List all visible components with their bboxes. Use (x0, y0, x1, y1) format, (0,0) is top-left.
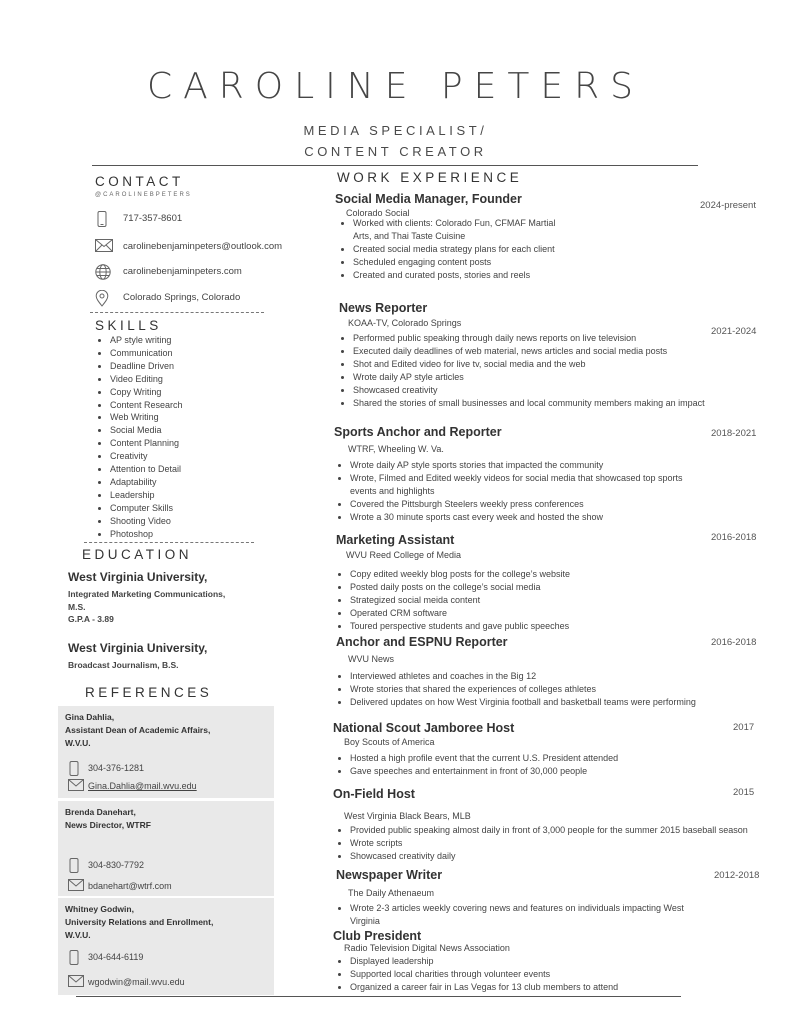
reference-position: Assistant Dean of Academic Affairs, (65, 725, 211, 735)
footer-divider (76, 996, 681, 997)
job-bullet: • Displayed leadership (350, 955, 710, 968)
job-org: Boy Scouts of America (344, 737, 435, 747)
job-bullet: • Covered the Pittsburgh Steelers weekly press conferences (350, 498, 710, 511)
reference-phone-row (68, 858, 144, 872)
skill-item: • AP style writing (110, 334, 183, 347)
job-title: National Scout Jamboree Host (333, 721, 515, 735)
job-bullets (335, 902, 715, 928)
job-bullet: • Wrote a 30 minute sports cast every week and hosted the show (350, 511, 710, 524)
education-degree: Integrated Marketing Communications, (68, 589, 226, 599)
job-date: 2012-2018 (714, 870, 760, 881)
reference-email[interactable]: Gina.Dahlia@mail.wvu.edu (88, 781, 197, 791)
contact-website[interactable]: carolinebenjaminpeters.com (123, 265, 242, 277)
reference-phone-row (68, 950, 143, 964)
skills-list (95, 334, 183, 541)
reference-name: Brenda Danehart, (65, 807, 136, 817)
job-date: 2018-2021 (711, 428, 757, 439)
job-title: Sports Anchor and Reporter (334, 425, 502, 439)
job-title: Social Media Manager, Founder (335, 192, 522, 206)
reference-email-row (68, 779, 197, 793)
job-bullet: • Wrote daily AP style sports stories that impacted the community (350, 459, 710, 472)
education-details (68, 588, 225, 626)
reference-org: W.V.U. (65, 738, 91, 748)
job-bullet: • Delivered updates on how West Virginia football and basketball teams were performing (350, 696, 700, 709)
skill-item: • Content Planning (110, 437, 183, 450)
contact-handle: @CAROLINEBPETERS (95, 192, 192, 198)
skill-item: • Shooting Video (110, 515, 183, 528)
skill-item: • Adaptability (110, 476, 183, 489)
phone-icon (68, 950, 84, 964)
education-school: West Virginia University, (68, 570, 208, 584)
skill-item: • Computer Skills (110, 502, 183, 515)
candidate-name: CAROLINE PETERS (147, 66, 644, 107)
job-bullets (338, 332, 713, 410)
job-date: 2016-2018 (711, 637, 757, 648)
reference-email-row (68, 975, 185, 989)
education-school: West Virginia University, (68, 641, 208, 655)
envelope-icon (68, 879, 84, 893)
envelope-icon (68, 779, 84, 793)
phone-icon (68, 858, 84, 872)
contact-heading: CONTACT (95, 174, 184, 189)
references-heading: REFERENCES (85, 685, 213, 700)
envelope-icon (68, 975, 84, 989)
job-bullet: • Showcased creativity (353, 384, 713, 397)
reference-phone[interactable]: 304-644-6119 (88, 952, 144, 962)
skill-item: • Video Editing (110, 373, 183, 386)
job-org: WVU Reed College of Media (346, 550, 462, 560)
experience-heading: WORK EXPERIENCE (337, 170, 523, 185)
reference-name: Whitney Godwin, (65, 904, 134, 914)
job-org: WVU News (348, 654, 395, 664)
job-title: Marketing Assistant (336, 533, 455, 547)
reference-email-row (68, 879, 172, 893)
skill-item: • Copy Writing (110, 386, 183, 399)
phone-icon (68, 761, 84, 775)
job-title-line-1: MEDIA SPECIALIST/ (303, 123, 488, 138)
reference-card (58, 801, 274, 896)
job-bullet: • Created and curated posts, stories and reels (353, 269, 568, 282)
job-date: 2015 (733, 787, 755, 798)
job-org: Colorado Social (346, 208, 410, 218)
education-gpa: G.P.A - 3.89 (68, 614, 114, 624)
job-title: News Reporter (339, 301, 428, 315)
job-bullet: • Interviewed athletes and coaches in the Big 12 (350, 670, 700, 683)
job-bullet: • Showcased creativity daily (350, 850, 791, 863)
job-bullet: • Toured perspective students and gave public speeches (350, 620, 710, 633)
reference-phone[interactable]: 304-830-7792 (88, 860, 145, 870)
skill-item: • Attention to Detail (110, 463, 183, 476)
job-bullet: • Posted daily posts on the college’s social media (350, 581, 710, 594)
job-bullets (335, 955, 710, 994)
job-date: 2024-present (700, 200, 756, 211)
job-bullets (335, 568, 710, 633)
envelope-icon (95, 239, 113, 253)
education-degree: Broadcast Journalism, B.S. (68, 660, 179, 670)
contact-email[interactable]: carolinebenjaminpeters@outlook.com (123, 240, 283, 252)
job-bullets (335, 670, 700, 709)
contact-divider (90, 312, 264, 313)
job-bullet: • Worked with clients: Colorado Fun, CFMAF Martial Arts, and Thai Taste Cuisine (353, 217, 568, 243)
job-bullet: • Provided public speaking almost daily in front of 3,000 people for the summer 2015 baseball season (350, 824, 791, 837)
skill-item: • Social Media (110, 424, 183, 437)
location-pin-icon (95, 290, 113, 304)
job-bullet: • Wrote daily AP style articles (353, 371, 713, 384)
job-org: KOAA-TV, Colorado Springs (348, 318, 462, 328)
job-bullet: • Shared the stories of small businesses and local community members making an impact (353, 397, 713, 410)
reference-email[interactable]: bdanehart@wtrf.com (88, 881, 172, 891)
job-title: Newspaper Writer (336, 868, 443, 882)
reference-phone[interactable]: 304-376-1281 (88, 763, 145, 773)
job-bullet: • Copy edited weekly blog posts for the college’s website (350, 568, 710, 581)
job-bullet: • Strategized social meida content (350, 594, 710, 607)
education-heading: EDUCATION (82, 547, 193, 562)
phone-icon (95, 211, 113, 225)
education-degree-type: M.S. (68, 601, 86, 612)
skills-divider (84, 542, 254, 543)
skill-item: • Web Writing (110, 411, 183, 424)
job-bullet: • Wrote, Filmed and Edited weekly videos for social media that showcased top sports events and highlights (350, 472, 710, 498)
job-org: WTRF, Wheeling W. Va. (348, 444, 444, 454)
contact-phone[interactable]: 717-357-8601 (123, 212, 183, 224)
job-date: 2017 (733, 722, 755, 733)
contact-website-row (95, 264, 242, 278)
job-bullet: • Shot and Edited video for live tv, social media and the web (353, 358, 713, 371)
job-bullet: • Gave speeches and entertainment in front of 30,000 people (350, 765, 710, 778)
globe-icon (95, 264, 113, 278)
reference-phone-row (68, 761, 144, 775)
contact-location-row (95, 290, 240, 304)
job-title: Anchor and ESPNU Reporter (336, 635, 508, 649)
reference-email[interactable]: wgodwin@mail.wvu.edu (88, 977, 185, 987)
job-bullet: • Performed public speaking through daily news reports on live television (353, 332, 713, 345)
job-bullets (338, 217, 568, 282)
reference-position: News Director, WTRF (65, 820, 151, 830)
job-title: On-Field Host (333, 787, 415, 801)
skill-item: • Leadership (110, 489, 183, 502)
job-date: 2016-2018 (711, 532, 757, 543)
job-org: West Virginia Black Bears, MLB (344, 811, 471, 821)
job-bullet: • Organized a career fair in Las Vegas for 13 club members to attend (350, 981, 710, 994)
skill-item: • Communication (110, 347, 183, 360)
skill-item: • Deadline Driven (110, 360, 183, 373)
job-bullet: • Wrote scripts (350, 837, 791, 850)
job-title-line-2: CONTENT CREATOR (304, 144, 487, 159)
reference-name: Gina Dahlia, (65, 712, 115, 722)
skill-item: • Photoshop (110, 528, 183, 541)
job-bullets (335, 752, 710, 778)
skill-item: • Creativity (110, 450, 183, 463)
reference-position: University Relations and Enrollment, (65, 917, 214, 927)
contact-phone-row (95, 211, 182, 225)
job-org: Radio Television Digital News Association (344, 943, 510, 953)
job-bullet: • Created social media strategy plans for each client (353, 243, 568, 256)
reference-org: W.V.U. (65, 930, 91, 940)
job-bullet: • Hosted a high profile event that the current U.S. President attended (350, 752, 710, 765)
reference-card (58, 706, 274, 798)
skills-heading: SKILLS (95, 318, 162, 333)
job-org: The Daily Athenaeum (348, 888, 435, 898)
contact-email-row (95, 239, 282, 253)
job-title: Club President (333, 929, 422, 943)
job-bullets (335, 824, 791, 863)
job-bullet: • Operated CRM software (350, 607, 710, 620)
job-bullet: • Wrote 2-3 articles weekly covering news and features on individuals impacting West Virginia (350, 902, 715, 928)
job-bullet: • Executed daily deadlines of web material, news articles and social media posts (353, 345, 713, 358)
job-bullets (335, 459, 710, 524)
contact-location: Colorado Springs, Colorado (123, 291, 241, 303)
reference-card (58, 898, 274, 995)
header-divider (92, 165, 698, 166)
job-bullet: • Scheduled engaging content posts (353, 256, 568, 269)
job-bullet: • Supported local charities through volunteer events (350, 968, 710, 981)
job-date: 2021-2024 (711, 326, 757, 337)
skill-item: • Content Research (110, 399, 183, 412)
job-bullet: • Wrote stories that shared the experiences of colleges athletes (350, 683, 700, 696)
